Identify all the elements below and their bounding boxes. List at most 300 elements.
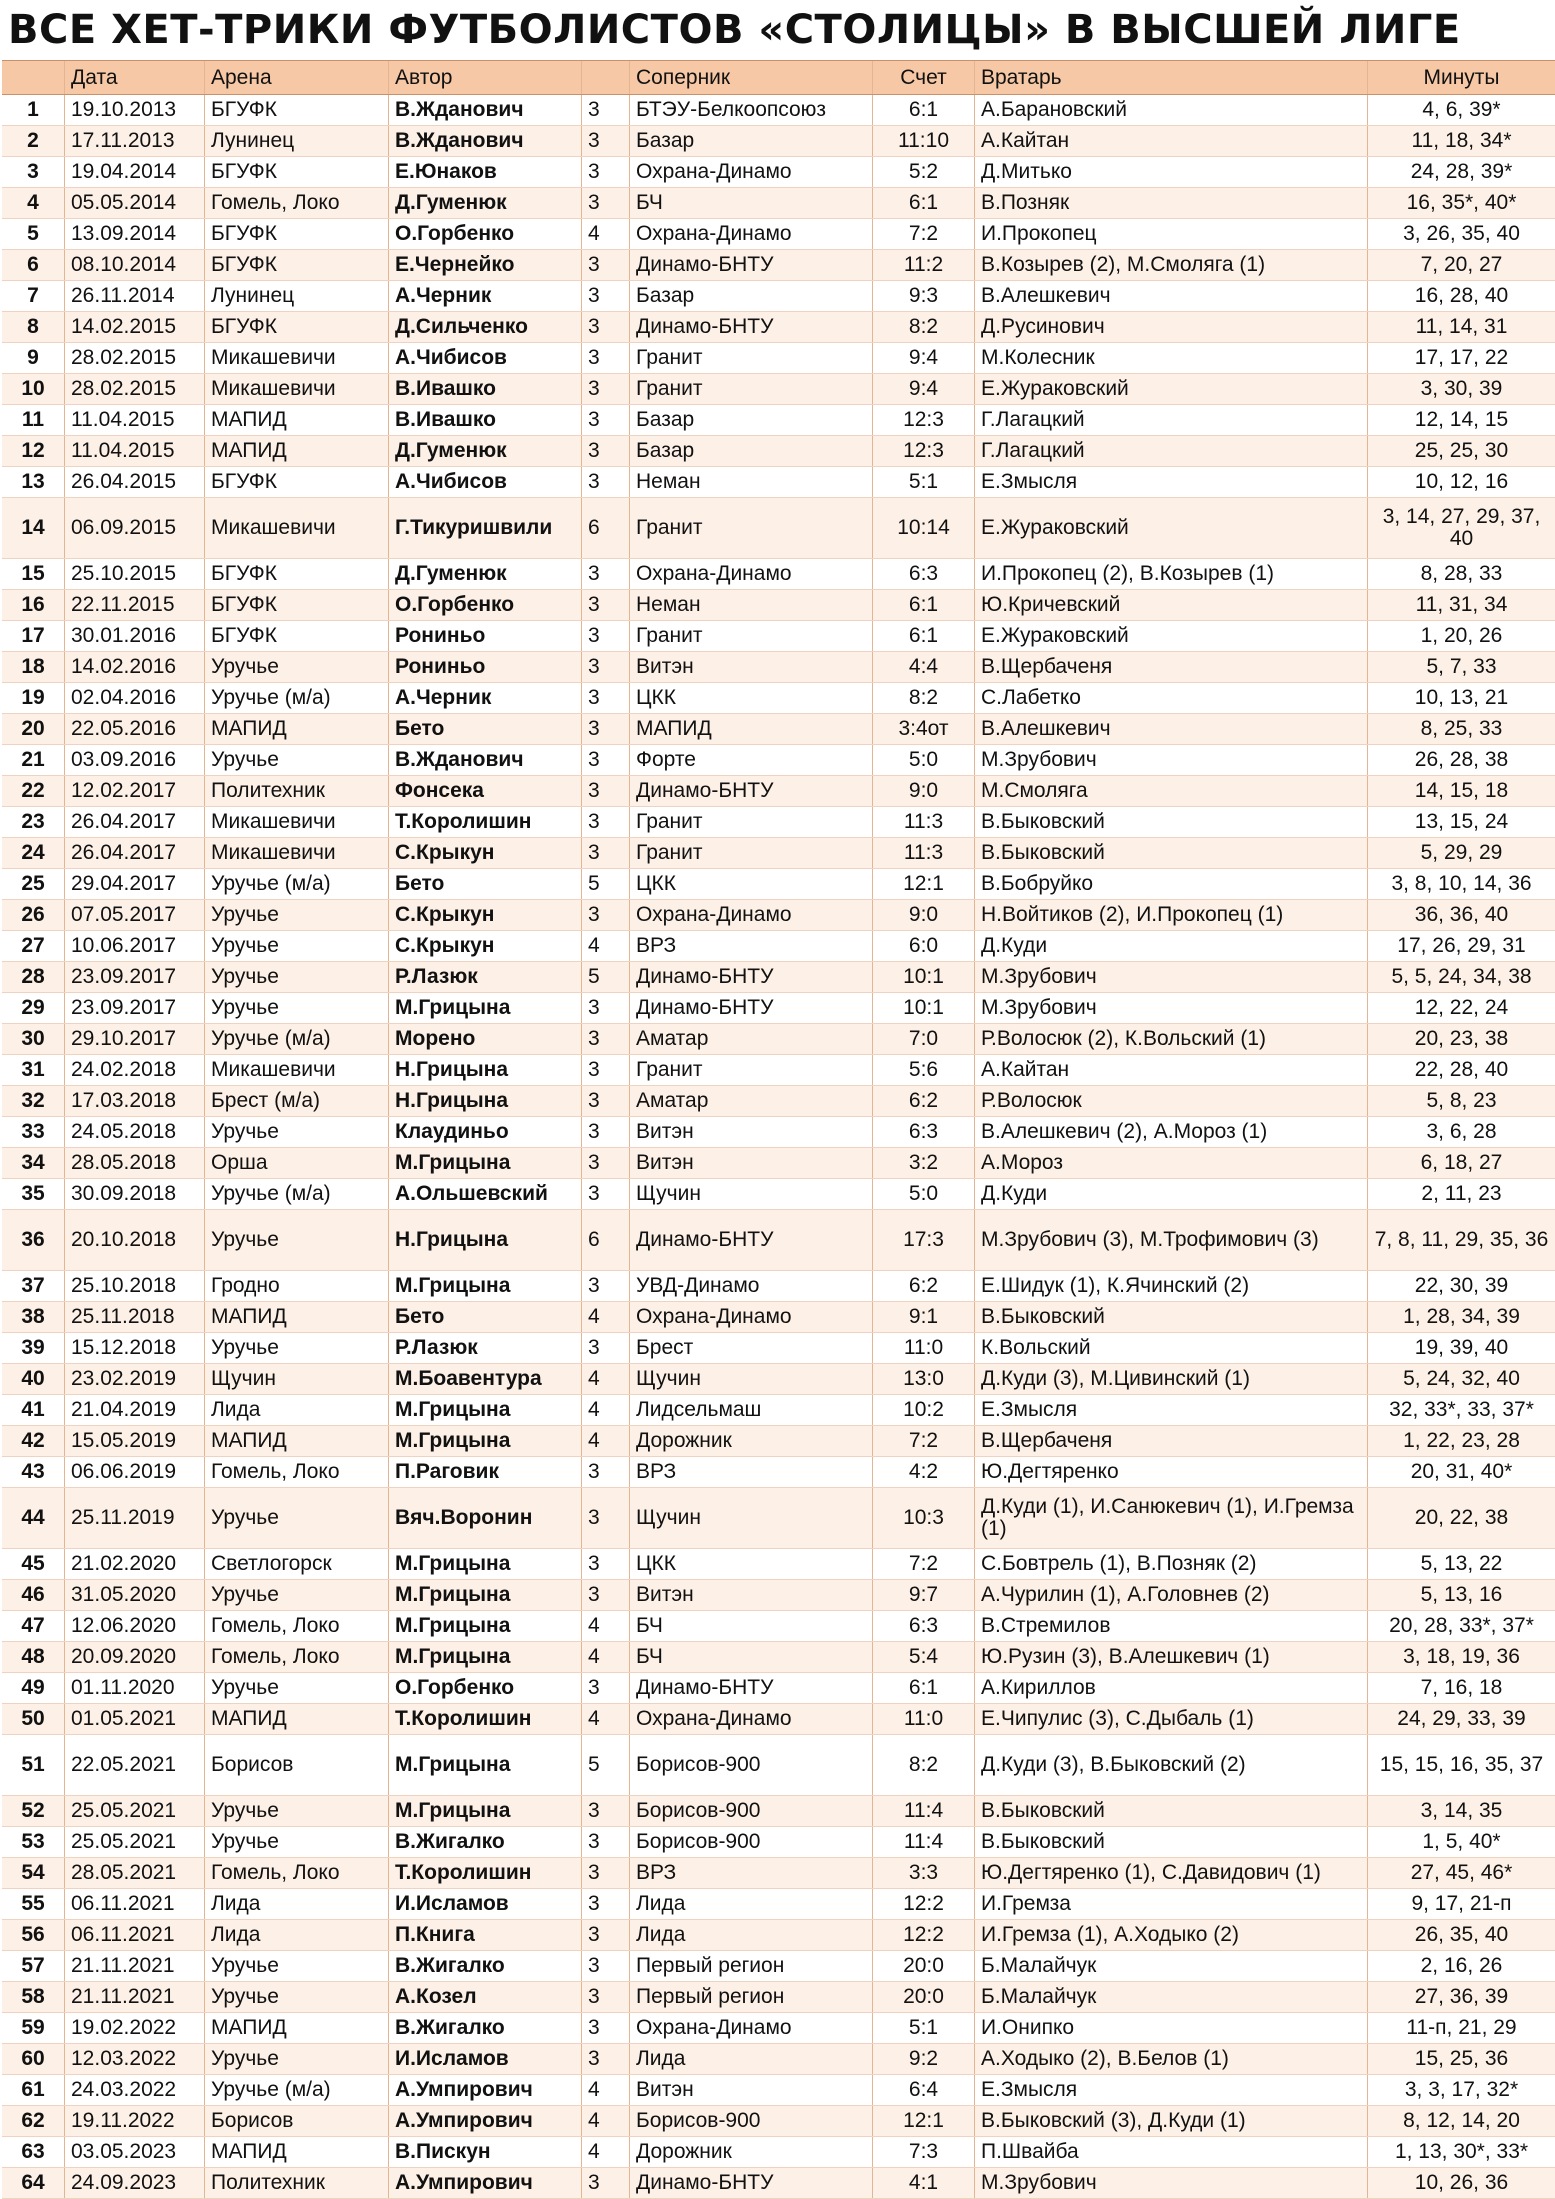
date-cell: 15.05.2019 [65, 1426, 205, 1457]
opponent-cell: Охрана-Динамо [630, 559, 873, 590]
opponent-cell: Неман [630, 467, 873, 498]
goalkeeper-cell: Д.Куди (3), В.Быковский (2) [975, 1735, 1368, 1796]
minutes-cell: 5, 5, 24, 34, 38 [1368, 962, 1555, 993]
opponent-cell: Борисов-900 [630, 1735, 873, 1796]
arena-cell: Уручье [205, 931, 389, 962]
date-cell: 06.11.2021 [65, 1889, 205, 1920]
score-cell: 5:2 [873, 157, 975, 188]
row-number: 49 [2, 1673, 65, 1704]
row-number: 38 [2, 1302, 65, 1333]
goalkeeper-cell: Б.Малайчук [975, 1951, 1368, 1982]
opponent-cell: БЧ [630, 1611, 873, 1642]
goals-cell: 3 [582, 281, 630, 312]
score-cell: 9:7 [873, 1580, 975, 1611]
minutes-cell: 5, 8, 23 [1368, 1086, 1555, 1117]
opponent-cell: Аматар [630, 1024, 873, 1055]
goals-cell: 3 [582, 1086, 630, 1117]
score-cell: 7:3 [873, 2137, 975, 2168]
row-number: 63 [2, 2137, 65, 2168]
author-cell: А.Умпирович [389, 2168, 582, 2199]
goalkeeper-cell: А.Барановский [975, 95, 1368, 126]
score-cell: 5:0 [873, 1179, 975, 1210]
date-cell: 08.10.2014 [65, 250, 205, 281]
table-row [2, 1673, 1555, 1704]
arena-cell: МАПИД [205, 1704, 389, 1735]
minutes-cell: 17, 17, 22 [1368, 343, 1555, 374]
opponent-cell: ЦКК [630, 683, 873, 714]
opponent-cell: Борисов-900 [630, 2106, 873, 2137]
table-row [2, 2137, 1555, 2168]
page-title: ВСЕ ХЕТ-ТРИКИ ФУТБОЛИСТОВ «СТОЛИЦЫ» В ВЫСШЕЙ ЛИГЕ [0, 0, 1501, 60]
table-row [2, 776, 1555, 807]
arena-cell: Уручье [205, 1210, 389, 1271]
minutes-cell: 10, 13, 21 [1368, 683, 1555, 714]
minutes-cell: 5, 29, 29 [1368, 838, 1555, 869]
table-row [2, 1210, 1555, 1271]
arena-cell: МАПИД [205, 436, 389, 467]
score-cell: 10:3 [873, 1488, 975, 1549]
score-cell: 9:4 [873, 374, 975, 405]
goals-cell: 3 [582, 2168, 630, 2199]
goals-cell: 3 [582, 250, 630, 281]
arena-cell: Микашевичи [205, 838, 389, 869]
date-cell: 14.02.2016 [65, 652, 205, 683]
opponent-cell: Витэн [630, 1580, 873, 1611]
column-header-number [2, 61, 65, 95]
table-row [2, 1796, 1555, 1827]
minutes-cell: 26, 35, 40 [1368, 1920, 1555, 1951]
author-cell: Бето [389, 869, 582, 900]
minutes-cell: 17, 26, 29, 31 [1368, 931, 1555, 962]
score-cell: 6:3 [873, 1611, 975, 1642]
arena-cell: Орша [205, 1148, 389, 1179]
row-number: 61 [2, 2075, 65, 2106]
opponent-cell: Динамо-БНТУ [630, 1210, 873, 1271]
score-cell: 6:1 [873, 621, 975, 652]
goalkeeper-cell: А.Мороз [975, 1148, 1368, 1179]
goals-cell: 4 [582, 1704, 630, 1735]
date-cell: 25.10.2015 [65, 559, 205, 590]
goalkeeper-cell: А.Кириллов [975, 1673, 1368, 1704]
table-row [2, 1333, 1555, 1364]
goals-cell: 5 [582, 1735, 630, 1796]
row-number: 15 [2, 559, 65, 590]
row-number: 64 [2, 2168, 65, 2199]
goals-cell: 4 [582, 1395, 630, 1426]
arena-cell: БГУФК [205, 467, 389, 498]
minutes-cell: 7, 20, 27 [1368, 250, 1555, 281]
author-cell: М.Грицына [389, 1271, 582, 1302]
arena-cell: Политехник [205, 2168, 389, 2199]
row-number: 17 [2, 621, 65, 652]
arena-cell: Уручье (м/а) [205, 683, 389, 714]
score-cell: 10:1 [873, 962, 975, 993]
minutes-cell: 11, 31, 34 [1368, 590, 1555, 621]
date-cell: 26.04.2017 [65, 838, 205, 869]
arena-cell: Уручье [205, 962, 389, 993]
minutes-cell: 15, 25, 36 [1368, 2044, 1555, 2075]
row-number: 50 [2, 1704, 65, 1735]
goalkeeper-cell: И.Гремза [975, 1889, 1368, 1920]
score-cell: 4:1 [873, 2168, 975, 2199]
opponent-cell: Охрана-Динамо [630, 219, 873, 250]
table-row [2, 1642, 1555, 1673]
arena-cell: Лида [205, 1395, 389, 1426]
minutes-cell: 20, 23, 38 [1368, 1024, 1555, 1055]
goals-cell: 3 [582, 1889, 630, 1920]
date-cell: 10.06.2017 [65, 931, 205, 962]
author-cell: О.Горбенко [389, 590, 582, 621]
opponent-cell: Гранит [630, 621, 873, 652]
arena-cell: Лунинец [205, 126, 389, 157]
opponent-cell: Базар [630, 436, 873, 467]
table-row [2, 1889, 1555, 1920]
date-cell: 29.04.2017 [65, 869, 205, 900]
row-number: 13 [2, 467, 65, 498]
goalkeeper-cell: Р.Волосюк (2), К.Вольский (1) [975, 1024, 1368, 1055]
row-number: 14 [2, 498, 65, 559]
row-number: 10 [2, 374, 65, 405]
table-row [2, 126, 1555, 157]
minutes-cell: 1, 28, 34, 39 [1368, 1302, 1555, 1333]
goals-cell: 4 [582, 1426, 630, 1457]
opponent-cell: Брест [630, 1333, 873, 1364]
minutes-cell: 20, 28, 33*, 37* [1368, 1611, 1555, 1642]
author-cell: М.Грицына [389, 1642, 582, 1673]
author-cell: В.Ивашко [389, 405, 582, 436]
minutes-cell: 20, 22, 38 [1368, 1488, 1555, 1549]
opponent-cell: Борисов-900 [630, 1827, 873, 1858]
opponent-cell: ВРЗ [630, 1457, 873, 1488]
author-cell: А.Козел [389, 1982, 582, 2013]
minutes-cell: 10, 26, 36 [1368, 2168, 1555, 2199]
opponent-cell: Динамо-БНТУ [630, 250, 873, 281]
row-number: 45 [2, 1549, 65, 1580]
minutes-cell: 12, 14, 15 [1368, 405, 1555, 436]
arena-cell: Уручье [205, 1333, 389, 1364]
table-row [2, 2044, 1555, 2075]
goalkeeper-cell: Е.Жураковский [975, 621, 1368, 652]
date-cell: 12.06.2020 [65, 1611, 205, 1642]
score-cell: 9:4 [873, 343, 975, 374]
score-cell: 6:1 [873, 1673, 975, 1704]
row-number: 19 [2, 683, 65, 714]
row-number: 8 [2, 312, 65, 343]
goals-cell: 3 [582, 1024, 630, 1055]
opponent-cell: Гранит [630, 374, 873, 405]
row-number: 32 [2, 1086, 65, 1117]
date-cell: 21.04.2019 [65, 1395, 205, 1426]
minutes-cell: 15, 15, 16, 35, 37 [1368, 1735, 1555, 1796]
goalkeeper-cell: В.Щербаченя [975, 1426, 1368, 1457]
goals-cell: 3 [582, 1488, 630, 1549]
goals-cell: 3 [582, 1580, 630, 1611]
minutes-cell: 2, 16, 26 [1368, 1951, 1555, 1982]
goals-cell: 3 [582, 652, 630, 683]
goals-cell: 3 [582, 1673, 630, 1704]
minutes-cell: 22, 30, 39 [1368, 1271, 1555, 1302]
goalkeeper-cell: В.Алешкевич [975, 281, 1368, 312]
goalkeeper-cell: А.Кайтан [975, 126, 1368, 157]
minutes-cell: 27, 45, 46* [1368, 1858, 1555, 1889]
date-cell: 12.02.2017 [65, 776, 205, 807]
score-cell: 20:0 [873, 1982, 975, 2013]
minutes-cell: 12, 22, 24 [1368, 993, 1555, 1024]
arena-cell: Гомель, Локо [205, 1457, 389, 1488]
minutes-cell: 5, 24, 32, 40 [1368, 1364, 1555, 1395]
goalkeeper-cell: Е.Шидук (1), К.Ячинский (2) [975, 1271, 1368, 1302]
minutes-cell: 32, 33*, 33, 37* [1368, 1395, 1555, 1426]
opponent-cell: Лидсельмаш [630, 1395, 873, 1426]
arena-cell: Микашевичи [205, 807, 389, 838]
minutes-cell: 22, 28, 40 [1368, 1055, 1555, 1086]
goals-cell: 3 [582, 95, 630, 126]
goals-cell: 3 [582, 745, 630, 776]
date-cell: 05.05.2014 [65, 188, 205, 219]
minutes-cell: 5, 13, 22 [1368, 1549, 1555, 1580]
goalkeeper-cell: В.Стремилов [975, 1611, 1368, 1642]
table-row [2, 498, 1555, 559]
score-cell: 6:3 [873, 1117, 975, 1148]
goals-cell: 3 [582, 1858, 630, 1889]
goals-cell: 5 [582, 869, 630, 900]
score-cell: 12:2 [873, 1920, 975, 1951]
author-cell: Д.Гуменюк [389, 188, 582, 219]
arena-cell: Светлогорск [205, 1549, 389, 1580]
date-cell: 22.11.2015 [65, 590, 205, 621]
author-cell: В.Жданович [389, 745, 582, 776]
goalkeeper-cell: Б.Малайчук [975, 1982, 1368, 2013]
arena-cell: Борисов [205, 1735, 389, 1796]
arena-cell: Лунинец [205, 281, 389, 312]
table-row [2, 374, 1555, 405]
table-body [2, 95, 1555, 2199]
arena-cell: Уручье [205, 993, 389, 1024]
goals-cell: 3 [582, 776, 630, 807]
score-cell: 11:0 [873, 1704, 975, 1735]
minutes-cell: 5, 7, 33 [1368, 652, 1555, 683]
author-cell: Д.Сильченко [389, 312, 582, 343]
author-cell: А.Ольшевский [389, 1179, 582, 1210]
opponent-cell: Лида [630, 2044, 873, 2075]
opponent-cell: Первый регион [630, 1951, 873, 1982]
goals-cell: 4 [582, 2075, 630, 2106]
score-cell: 6:1 [873, 188, 975, 219]
minutes-cell: 5, 13, 16 [1368, 1580, 1555, 1611]
author-cell: Н.Грицына [389, 1086, 582, 1117]
arena-cell: Борисов [205, 2106, 389, 2137]
minutes-cell: 3, 14, 27, 29, 37, 40 [1368, 498, 1555, 559]
opponent-cell: Щучин [630, 1488, 873, 1549]
row-number: 42 [2, 1426, 65, 1457]
row-number: 34 [2, 1148, 65, 1179]
table-row [2, 1827, 1555, 1858]
row-number: 5 [2, 219, 65, 250]
table-row [2, 1488, 1555, 1549]
arena-cell: МАПИД [205, 2137, 389, 2168]
goals-cell: 5 [582, 962, 630, 993]
arena-cell: Уручье [205, 1827, 389, 1858]
row-number: 24 [2, 838, 65, 869]
arena-cell: БГУФК [205, 559, 389, 590]
opponent-cell: ВРЗ [630, 1858, 873, 1889]
opponent-cell: БТЭУ-Белкоопсоюз [630, 95, 873, 126]
goalkeeper-cell: В.Быковский [975, 807, 1368, 838]
minutes-cell: 3, 26, 35, 40 [1368, 219, 1555, 250]
opponent-cell: Базар [630, 281, 873, 312]
author-cell: Бето [389, 714, 582, 745]
score-cell: 10:1 [873, 993, 975, 1024]
table-row [2, 652, 1555, 683]
goals-cell: 3 [582, 1271, 630, 1302]
table-row [2, 467, 1555, 498]
goals-cell: 3 [582, 993, 630, 1024]
date-cell: 15.12.2018 [65, 1333, 205, 1364]
goalkeeper-cell: М.Зрубович (3), М.Трофимович (3) [975, 1210, 1368, 1271]
row-number: 4 [2, 188, 65, 219]
opponent-cell: Борисов-900 [630, 1796, 873, 1827]
row-number: 6 [2, 250, 65, 281]
goalkeeper-cell: Д.Куди (3), М.Цивинский (1) [975, 1364, 1368, 1395]
goals-cell: 4 [582, 1364, 630, 1395]
goalkeeper-cell: Е.Змысля [975, 2075, 1368, 2106]
table-row [2, 1920, 1555, 1951]
goals-cell: 3 [582, 683, 630, 714]
opponent-cell: Базар [630, 405, 873, 436]
row-number: 3 [2, 157, 65, 188]
author-cell: М.Грицына [389, 1426, 582, 1457]
goalkeeper-cell: В.Быковский [975, 838, 1368, 869]
date-cell: 28.02.2015 [65, 374, 205, 405]
goals-cell: 3 [582, 714, 630, 745]
arena-cell: Лида [205, 1920, 389, 1951]
author-cell: Морено [389, 1024, 582, 1055]
arena-cell: МАПИД [205, 1302, 389, 1333]
opponent-cell: Охрана-Динамо [630, 1704, 873, 1735]
row-number: 35 [2, 1179, 65, 1210]
row-number: 52 [2, 1796, 65, 1827]
goals-cell: 4 [582, 219, 630, 250]
arena-cell: Гомель, Локо [205, 1642, 389, 1673]
table-row [2, 2013, 1555, 2044]
author-cell: М.Боавентура [389, 1364, 582, 1395]
goals-cell: 4 [582, 2106, 630, 2137]
row-number: 62 [2, 2106, 65, 2137]
minutes-cell: 8, 28, 33 [1368, 559, 1555, 590]
goalkeeper-cell: Р.Волосюк [975, 1086, 1368, 1117]
opponent-cell: Охрана-Динамо [630, 1302, 873, 1333]
score-cell: 12:3 [873, 436, 975, 467]
goals-cell: 3 [582, 1055, 630, 1086]
score-cell: 11:4 [873, 1796, 975, 1827]
score-cell: 12:3 [873, 405, 975, 436]
table-row [2, 312, 1555, 343]
row-number: 20 [2, 714, 65, 745]
arena-cell: Политехник [205, 776, 389, 807]
arena-cell: Уручье (м/а) [205, 2075, 389, 2106]
score-cell: 3:3 [873, 1858, 975, 1889]
score-cell: 11:0 [873, 1333, 975, 1364]
minutes-cell: 8, 12, 14, 20 [1368, 2106, 1555, 2137]
opponent-cell: Охрана-Динамо [630, 157, 873, 188]
row-number: 56 [2, 1920, 65, 1951]
arena-cell: Уручье [205, 1488, 389, 1549]
arena-cell: БГУФК [205, 590, 389, 621]
opponent-cell: Неман [630, 590, 873, 621]
minutes-cell: 3, 14, 35 [1368, 1796, 1555, 1827]
minutes-cell: 1, 5, 40* [1368, 1827, 1555, 1858]
table-row [2, 621, 1555, 652]
table-row [2, 188, 1555, 219]
goals-cell: 3 [582, 559, 630, 590]
author-cell: Рониньо [389, 652, 582, 683]
goalkeeper-cell: В.Щербаченя [975, 652, 1368, 683]
row-number: 46 [2, 1580, 65, 1611]
goalkeeper-cell: В.Быковский [975, 1827, 1368, 1858]
date-cell: 23.02.2019 [65, 1364, 205, 1395]
table-row [2, 95, 1555, 126]
author-cell: С.Крыкун [389, 838, 582, 869]
arena-cell: МАПИД [205, 2013, 389, 2044]
score-cell: 6:4 [873, 2075, 975, 2106]
author-cell: Г.Тикуришвили [389, 498, 582, 559]
table-row [2, 281, 1555, 312]
table-row [2, 1395, 1555, 1426]
row-number: 47 [2, 1611, 65, 1642]
goalkeeper-cell: П.Швайба [975, 2137, 1368, 2168]
goalkeeper-cell: Е.Жураковский [975, 374, 1368, 405]
row-number: 60 [2, 2044, 65, 2075]
table-row [2, 683, 1555, 714]
table-row [2, 1271, 1555, 1302]
goals-cell: 3 [582, 590, 630, 621]
author-cell: Н.Грицына [389, 1055, 582, 1086]
goalkeeper-cell: К.Вольский [975, 1333, 1368, 1364]
goals-cell: 3 [582, 1920, 630, 1951]
row-number: 9 [2, 343, 65, 374]
score-cell: 3:2 [873, 1148, 975, 1179]
table-row [2, 1858, 1555, 1889]
row-number: 59 [2, 2013, 65, 2044]
arena-cell: Уручье [205, 2044, 389, 2075]
goals-cell: 3 [582, 1951, 630, 1982]
table-row [2, 559, 1555, 590]
author-cell: М.Грицына [389, 1549, 582, 1580]
arena-cell: БГУФК [205, 621, 389, 652]
goalkeeper-cell: Ю.Дегтяренко [975, 1457, 1368, 1488]
goalkeeper-cell: И.Прокопец [975, 219, 1368, 250]
date-cell: 24.05.2018 [65, 1117, 205, 1148]
table-row [2, 1086, 1555, 1117]
row-number: 7 [2, 281, 65, 312]
opponent-cell: Гранит [630, 1055, 873, 1086]
goalkeeper-cell: М.Зрубович [975, 2168, 1368, 2199]
score-cell: 9:0 [873, 900, 975, 931]
date-cell: 28.05.2021 [65, 1858, 205, 1889]
date-cell: 07.05.2017 [65, 900, 205, 931]
row-number: 44 [2, 1488, 65, 1549]
opponent-cell: ЦКК [630, 869, 873, 900]
minutes-cell: 1, 13, 30*, 33* [1368, 2137, 1555, 2168]
goalkeeper-cell: Ю.Дегтяренко (1), С.Давидович (1) [975, 1858, 1368, 1889]
date-cell: 17.03.2018 [65, 1086, 205, 1117]
goalkeeper-cell: Е.Жураковский [975, 498, 1368, 559]
goals-cell: 4 [582, 1611, 630, 1642]
table-row [2, 1148, 1555, 1179]
row-number: 18 [2, 652, 65, 683]
arena-cell: БГУФК [205, 219, 389, 250]
goalkeeper-cell: В.Быковский (3), Д.Куди (1) [975, 2106, 1368, 2137]
